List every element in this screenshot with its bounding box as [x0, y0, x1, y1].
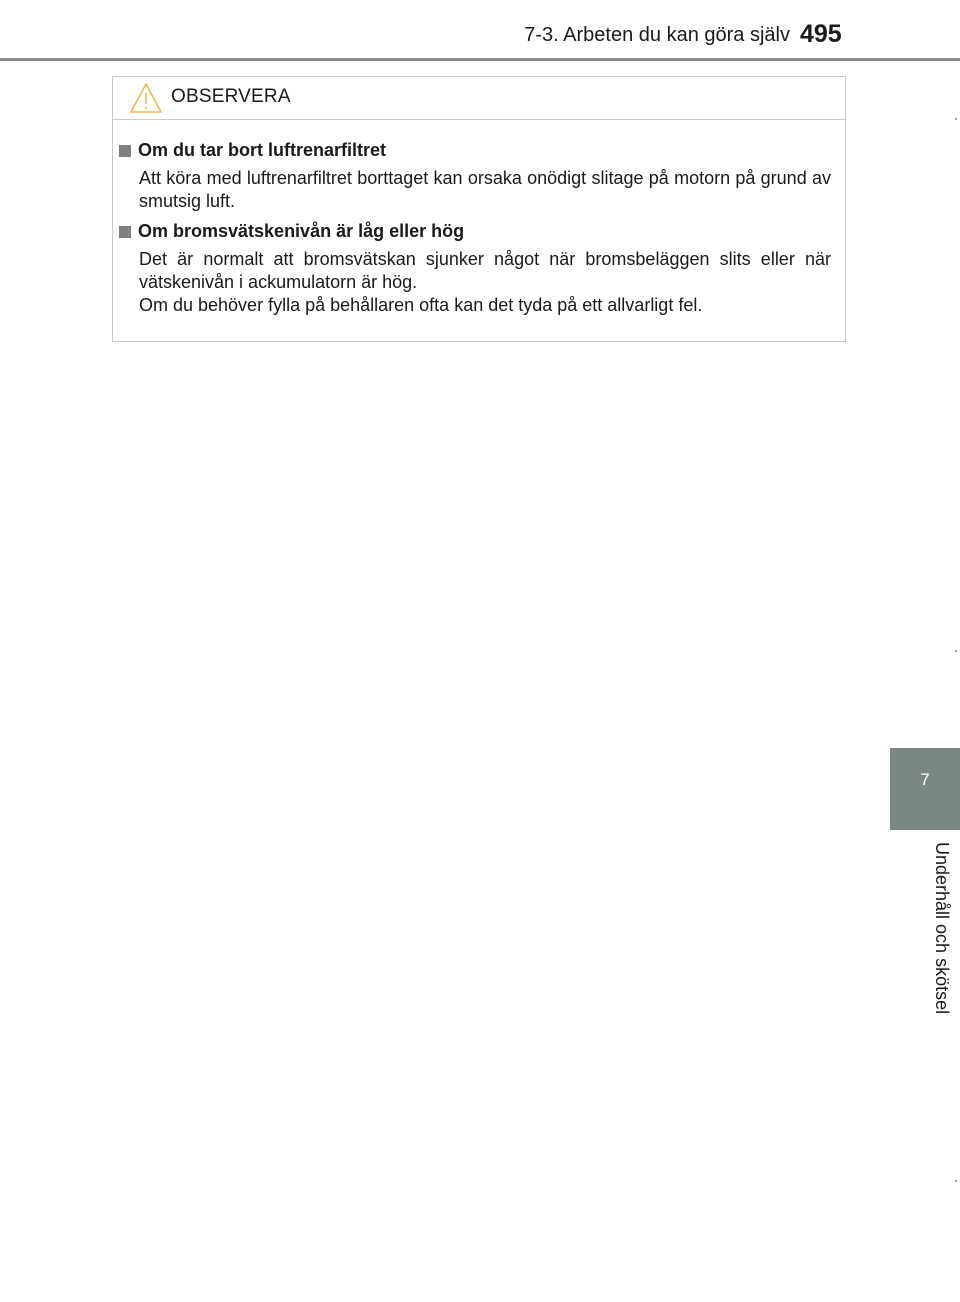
- margin-tick: [955, 118, 957, 120]
- square-bullet-icon: [119, 145, 131, 157]
- notice-body: [113, 120, 845, 317]
- section-title: 7-3. Arbeten du kan göra själv: [524, 24, 790, 46]
- notice-box: [112, 76, 846, 342]
- notice-item-heading-text: Om bromsvätskenivån är låg eller hög: [138, 221, 465, 241]
- paragraph: Att köra med luftrenarfiltret borttaget kan orsaka onödigt slitage på motorn på grund av smutsig luft.: [139, 168, 831, 211]
- notice-item-text: [119, 248, 831, 317]
- paragraph: Det är normalt att bromsvätskan sjunker något när bromsbeläggen slits eller när vätskenivån i ackumulatorn är hög.: [139, 249, 831, 292]
- notice-item: [119, 138, 831, 213]
- chapter-title: Underhåll och skötsel: [932, 842, 952, 1015]
- margin-tick: [955, 1180, 957, 1182]
- notice-item-heading: [119, 219, 831, 244]
- chapter-number: 7: [920, 770, 930, 789]
- notice-item-heading: [119, 138, 831, 163]
- notice-item-text: [119, 167, 831, 213]
- notice-item: [119, 219, 831, 317]
- square-bullet-icon: [119, 226, 131, 238]
- notice-item-heading-text: Om du tar bort luftrenarfiltret: [138, 140, 387, 160]
- header-rule: [0, 58, 960, 61]
- margin-tick: [955, 650, 957, 652]
- paragraph: Om du behöver fylla på behållaren ofta kan det tyda på ett allvarligt fel.: [139, 295, 703, 315]
- page-number: 495: [800, 20, 842, 48]
- notice-header: [113, 77, 845, 120]
- notice-label: OBSERVERA: [171, 86, 291, 107]
- chapter-tab: [890, 748, 960, 830]
- warning-triangle-icon: [129, 82, 163, 114]
